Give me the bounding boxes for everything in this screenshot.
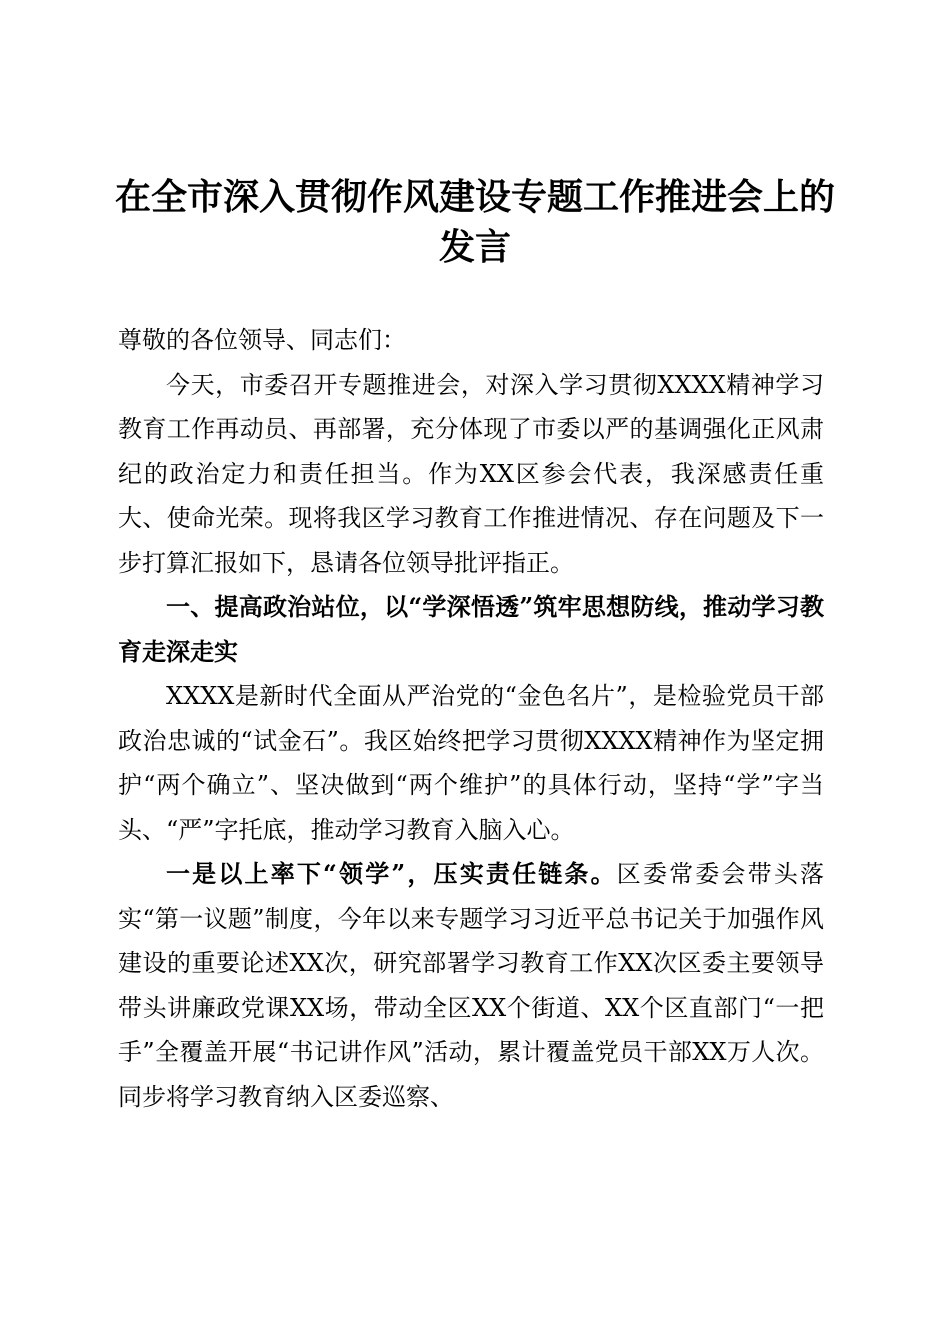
- section-1-heading: 一、提高政治站位，以“学深悟透”筑牢思想防线，推动学习教育走深走实: [118, 592, 824, 666]
- document-title: [100, 172, 850, 272]
- point-1-lead: 一是以上率下“领学”，压实责任链条。: [166, 859, 617, 888]
- salutation: 尊敬的各位领导、同志们：: [118, 326, 406, 354]
- intro-paragraph: 今天，市委召开专题推进会，对深入学习贯彻XXXX精神学习教育工作再动员、再部署，充分体现了市委以严的基调强化正风肃纪的政治定力和责任担当。作为XX区参会代表，我深感责任重大、使命光荣。现将我区学习教育工作推进情况、存在问题及下一步打算汇报如下，恳请各位领导批评指正。: [118, 370, 824, 577]
- point-1-text: 区委常委会带头落实“第一议题”制度，今年以来专题学习习近平总书记关于加强作风建设的重要论述XX次，研究部署学习教育工作XX次区委主要领导带头讲廉政党课XX场，带动全区XX个街道、XX个区直部门“一把手”全覆盖开展“书记讲作风”活动，累计覆盖党员干部XX万人次。同步将学习教育纳入区委巡察、: [118, 860, 825, 1111]
- title-line-1: 在全市深入贯彻作风建设专题工作推进会上的: [114, 176, 835, 218]
- title-line-2: 发言: [438, 226, 511, 268]
- point-1-paragraph: [118, 852, 824, 1119]
- section-1-paragraph: XXXX是新时代全面从严治党的“金色名片”，是检验党员干部政治忠诚的“试金石”。我区始终把学习贯彻XXXX精神作为坚定拥护“两个确立”、坚决做到“两个维护”的具体行动，坚持“学”字当头、“严”字托底，推动学习教育入脑入心。: [118, 682, 824, 844]
- document-body: [118, 318, 824, 1119]
